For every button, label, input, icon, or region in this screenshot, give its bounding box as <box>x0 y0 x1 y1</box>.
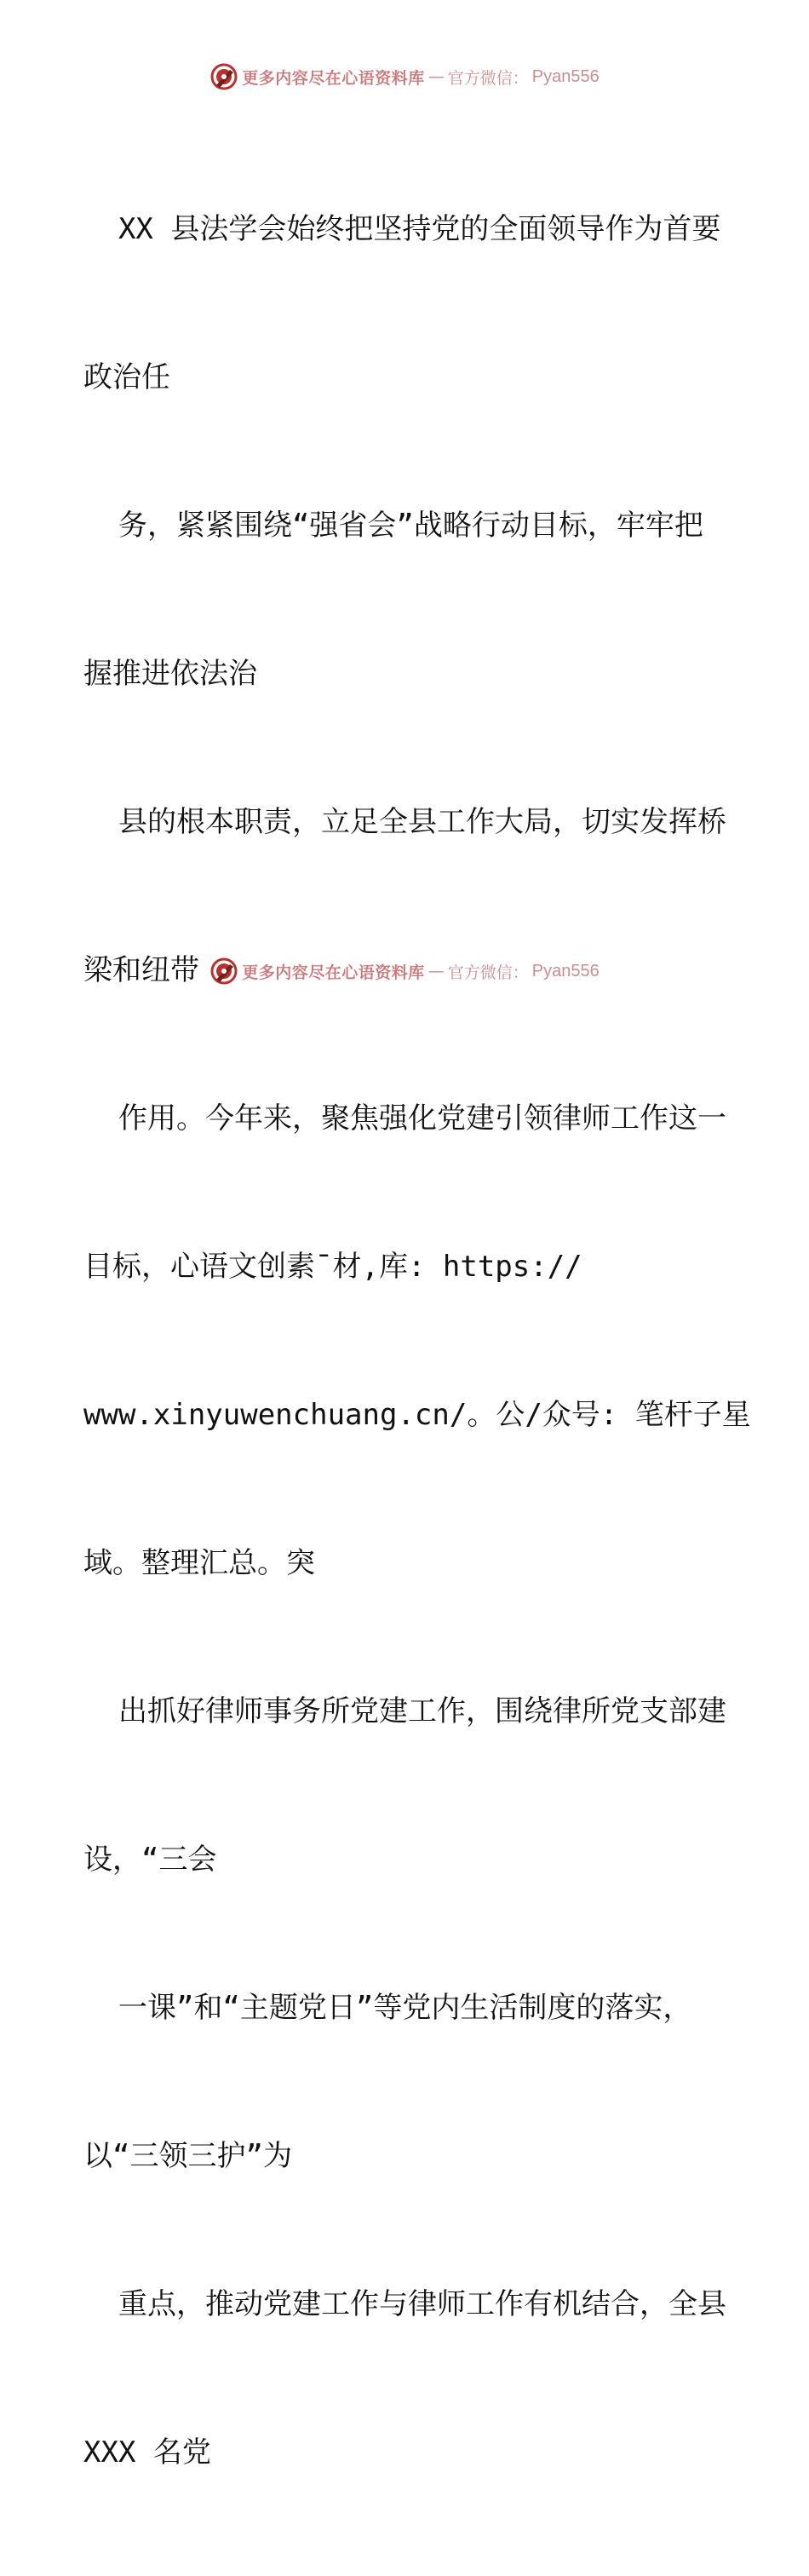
pen-logo-icon <box>209 957 238 986</box>
body-line: www.xinyuwenchuang.cn/。公/众号: 笔杆子星 <box>83 1398 751 1432</box>
body-line: 梁和纽带 <box>83 953 199 987</box>
footer-banner-wechat-id: Pyan556 <box>531 961 600 980</box>
body-line: 务，紧紧围绕“强省会”战略行动目标，牢牢把 <box>83 509 703 543</box>
body-line: 目标，心语文创素¯材,库: https:// <box>83 1250 582 1284</box>
footer-banner-content <box>209 957 600 986</box>
body-line: 设，“三会 <box>83 1843 217 1877</box>
document-body <box>83 106 751 2576</box>
body-line: 出抓好律师事务所党建工作，围绕律所党支部建 <box>83 1694 726 1728</box>
body-line: 政治任 <box>83 360 170 394</box>
body-line: XX 县法学会始终把坚持党的全面领导作为首要 <box>83 212 721 246</box>
body-line: 握推进依法治 <box>83 657 257 691</box>
footer-banner <box>0 956 809 986</box>
header-banner <box>0 61 809 92</box>
header-banner-title: 更多内容尽在心语资料库 <box>242 68 425 88</box>
body-line: 作用。今年来，聚焦强化党建引领律师工作这一 <box>83 1101 726 1136</box>
header-banner-wechat-id: Pyan556 <box>531 66 600 86</box>
body-line: XXX 名党 <box>83 2435 211 2470</box>
header-banner-dash: — <box>427 67 445 86</box>
header-banner-wechat-label: 官方微信： <box>447 68 529 88</box>
body-line: 一课”和“主题党日”等党内生活制度的落实， <box>83 1991 692 2025</box>
footer-banner-title: 更多内容尽在心语资料库 <box>242 963 425 982</box>
body-line: 县的根本职责，立足全县工作大局，切实发挥桥 <box>83 805 726 839</box>
header-banner-content <box>209 62 600 91</box>
body-line: 以“三领三护”为 <box>83 2139 292 2173</box>
footer-banner-dash: — <box>427 962 445 980</box>
footer-banner-wechat-label: 官方微信： <box>447 963 529 982</box>
body-line: 域。整理汇总。突 <box>83 1546 315 1580</box>
body-line: 重点，推动党建工作与律师工作有机结合，全县 <box>83 2287 726 2321</box>
pen-logo-icon <box>209 62 238 91</box>
